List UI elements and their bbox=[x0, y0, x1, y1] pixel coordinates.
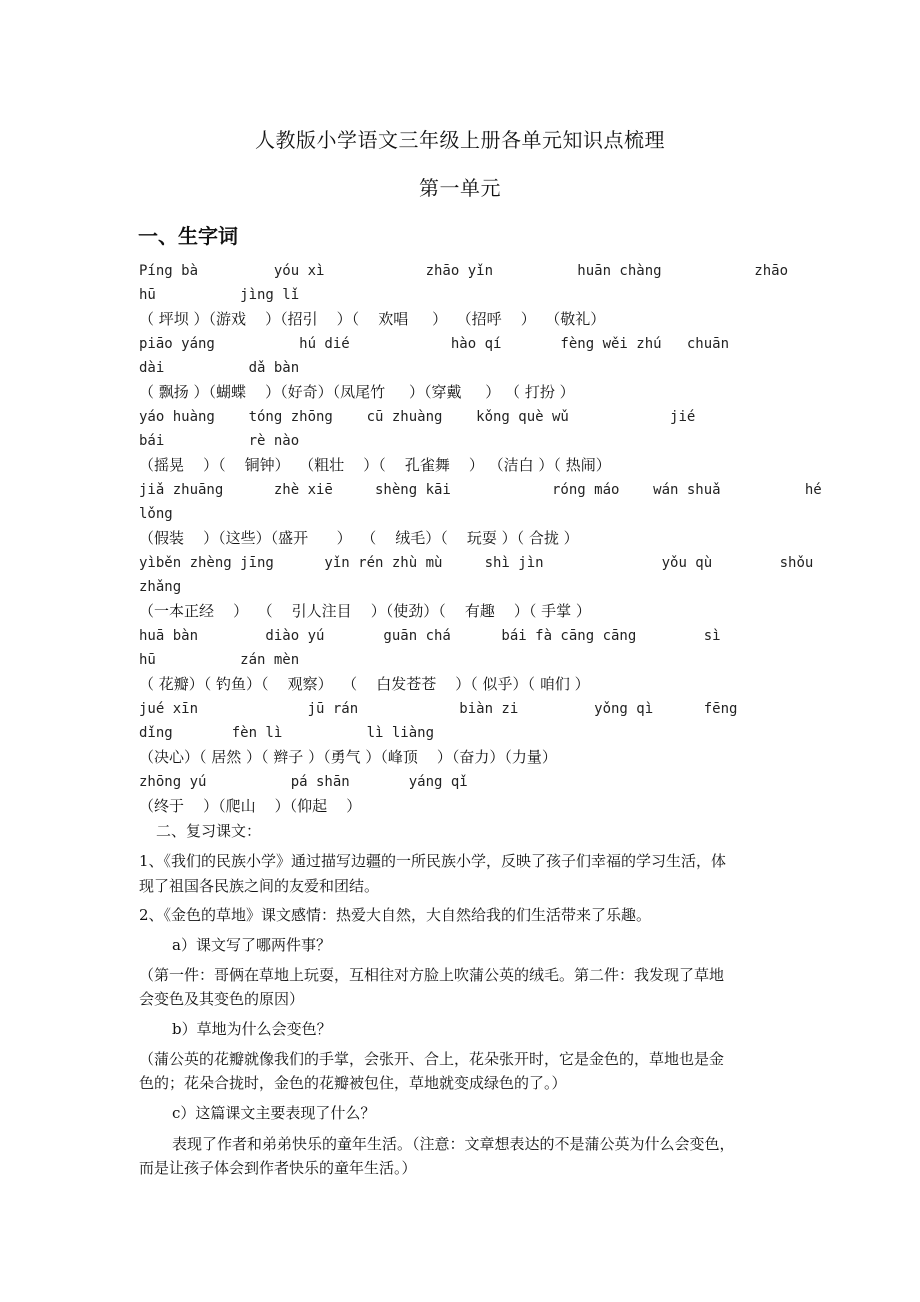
pinyin-line: jué xīn jū rán biàn zi yǒng qì fēng bbox=[139, 701, 738, 717]
question: b）草地为什么会变色？ bbox=[172, 1020, 332, 1038]
pinyin-line: huā bàn diào yú guān chá bái fà cāng cāng sì bbox=[139, 628, 721, 644]
vocab-line: （决心）（ 居然 ）（ 辫子 ）（勇气 ）（峰顶 ）（奋力）（力量） bbox=[139, 748, 557, 766]
paragraph: 现了祖国各民族之间的友爱和团结。 bbox=[139, 877, 380, 895]
vocab-line: （摇晃 ）（ 铜钟） （粗壮 ）（ 孔雀舞 ） （洁白 ）（ 热闹） bbox=[139, 456, 611, 474]
answer: 表现了作者和弟弟快乐的童年生活。（注意：文章想表达的不是蒲公英为什么会变色， bbox=[172, 1135, 735, 1153]
vocab-line: （ 飘扬 ）（蝴蝶 ）（好奇）（凤尾竹 ）（穿戴 ） （ 打扮 ） bbox=[139, 383, 575, 401]
answer: （蒲公英的花瓣就像我们的手掌，会张开、合上，花朵张开时，它是金色的，草地也是金 bbox=[139, 1050, 725, 1068]
pinyin-line: yìběn zhèng jīng yǐn rén zhù mù shì jìn yǒu qù shǒu bbox=[139, 555, 814, 571]
question: a）课文写了哪两件事？ bbox=[172, 936, 331, 954]
pinyin-line: piāo yáng hú dié hào qí fèng wěi zhú chuān bbox=[139, 336, 730, 352]
answer: 色的；花朵合拢时，金色的花瓣被包住，草地就变成绿色的了。） bbox=[139, 1074, 567, 1092]
pinyin-line: zhǎng bbox=[139, 579, 182, 595]
paragraph: 2、《金色的草地》课文感情：热爱大自然，大自然给我的们生活带来了乐趣。 bbox=[139, 906, 652, 924]
vocab-line: （终于 ）（爬山 ）（仰起 ） bbox=[139, 797, 362, 815]
unit-heading: 第一单元 bbox=[419, 176, 501, 200]
paragraph: 1、《我们的民族小学》通过描写边疆的一所民族小学，反映了孩子们幸福的学习生活，体 bbox=[139, 852, 727, 870]
vocab-line: （ 花瓣）（ 钓鱼）（ 观察） （ 白发苍苍 ）（ 似乎）（ 咱们 ） bbox=[139, 675, 590, 693]
pinyin-line: dǐng fèn lì lì liàng bbox=[139, 725, 435, 741]
pinyin-line: jiǎ zhuāng zhè xiē shèng kāi róng máo wán shuǎ hé bbox=[139, 482, 822, 498]
answer: （第一件：哥俩在草地上玩耍，互相往对方脸上吹蒲公英的绒毛。第二件：我发现了草地 bbox=[139, 966, 725, 984]
document-title: 人教版小学语文三年级上册各单元知识点梳理 bbox=[255, 128, 665, 152]
pinyin-line: Píng bà yóu xì zhāo yǐn huān chàng zhāo bbox=[139, 263, 789, 279]
pinyin-line: yáo huàng tóng zhōng cū zhuàng kǒng què wǔ jié bbox=[139, 409, 696, 425]
pinyin-line: zhōng yú pá shān yáng qǐ bbox=[139, 774, 468, 790]
section-heading-vocab: 一、生字词 bbox=[138, 224, 238, 248]
pinyin-line: hū zán mèn bbox=[139, 652, 300, 668]
vocab-line: （一本正经 ） （ 引人注目 ）（使劲）（ 有趣 ）（ 手掌 ） bbox=[139, 602, 591, 620]
pinyin-line: hū jìng lǐ bbox=[139, 287, 300, 303]
pinyin-line: dài dǎ bàn bbox=[139, 360, 300, 376]
question: c）这篇课文主要表现了什么？ bbox=[172, 1104, 376, 1122]
answer: 会变色及其变色的原因） bbox=[139, 990, 305, 1008]
pinyin-line: lǒng bbox=[139, 506, 173, 522]
answer: 而是让孩子体会到作者快乐的童年生活。） bbox=[139, 1159, 417, 1177]
vocab-line: （ 坪坝 ）（游戏 ）（招引 ）（ 欢唱 ） （招呼 ） （敬礼） bbox=[139, 310, 606, 328]
pinyin-line: bái rè nào bbox=[139, 433, 300, 449]
section-heading-review: 二、复习课文： bbox=[156, 822, 262, 840]
vocab-line: （假装 ）（这些）（盛开 ） （ 绒毛）（ 玩耍 ）（ 合拢 ） bbox=[139, 529, 579, 547]
